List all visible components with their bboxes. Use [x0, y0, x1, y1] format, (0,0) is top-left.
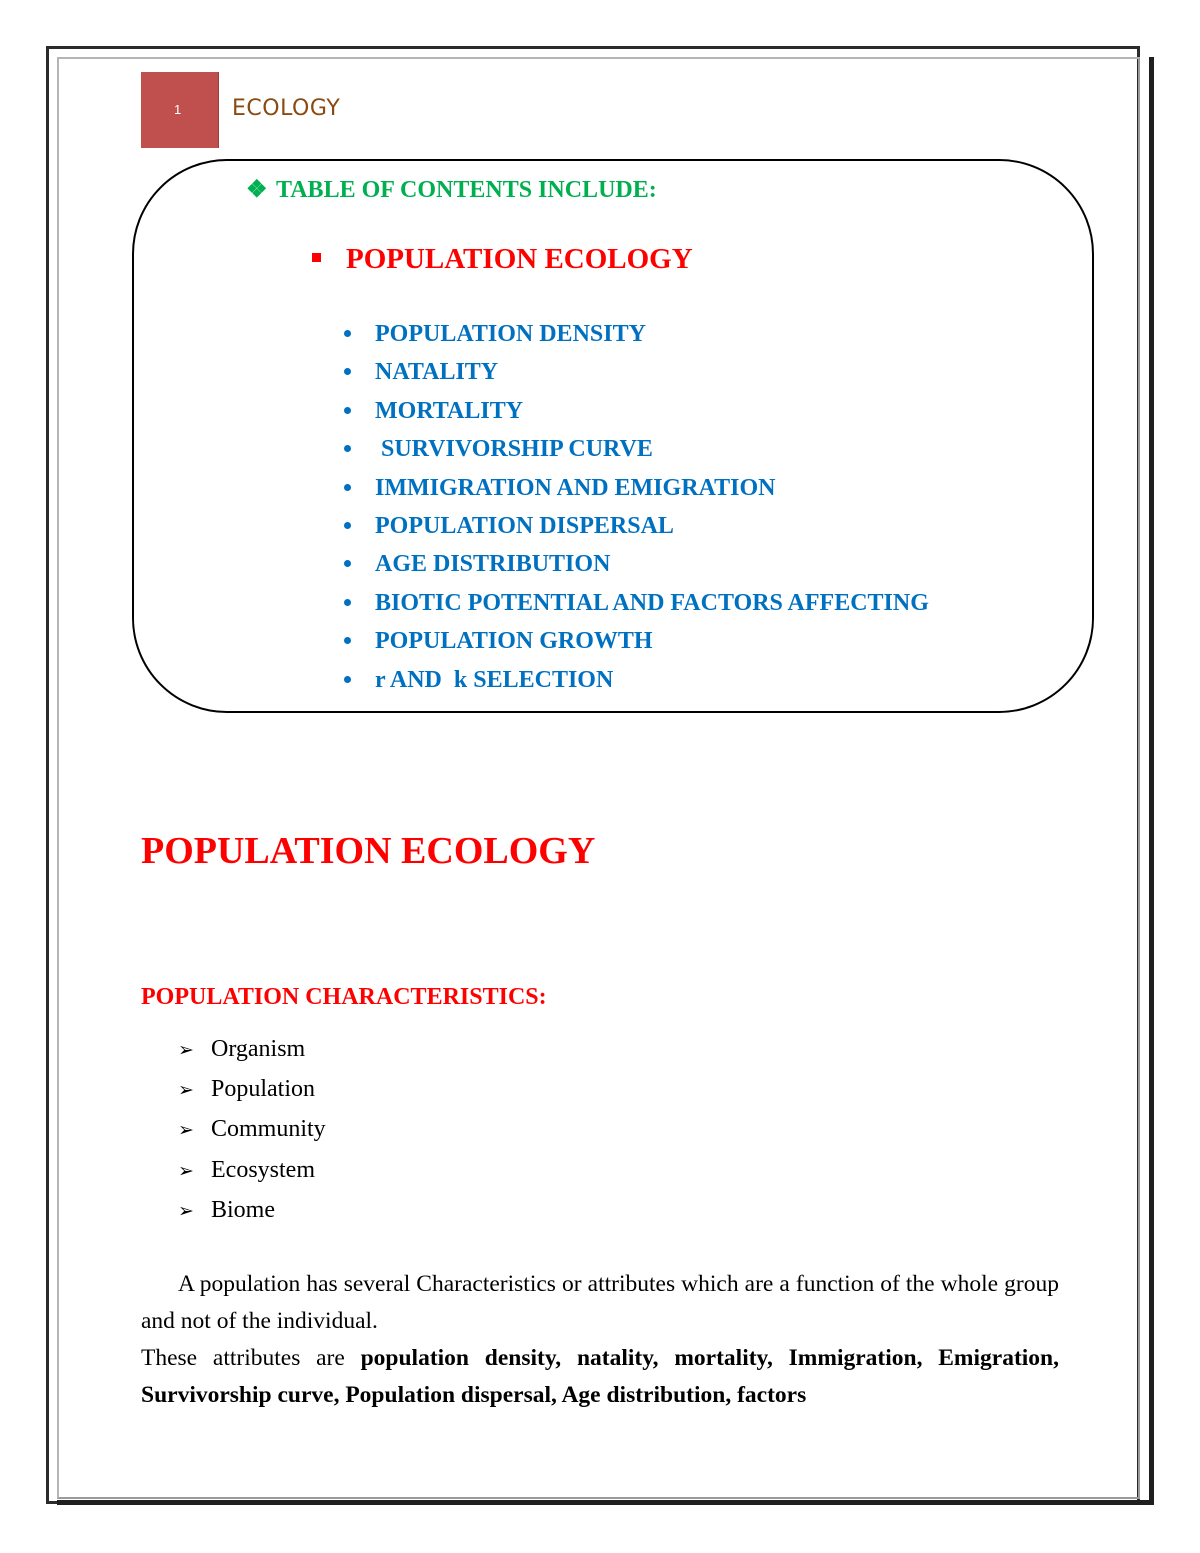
- arrow-bullet-icon: ➢: [178, 1199, 194, 1222]
- bullet-dot-icon: [344, 522, 351, 529]
- bullet-dot-icon: [344, 330, 351, 337]
- paragraph-2-bold: population density, natality, mortality, Immigration, Emigration, Survivorship curve, Population dispersal, Age distribution, factors: [141, 1345, 1059, 1408]
- paragraph-2-lead: These attributes are: [141, 1345, 361, 1371]
- diamond-bullet-icon: ❖: [246, 177, 268, 203]
- characteristics-list: [178, 1034, 326, 1235]
- toc-heading-text: TABLE OF CONTENTS INCLUDE:: [276, 177, 657, 203]
- toc-section: [312, 243, 693, 276]
- bullet-dot-icon: [344, 676, 351, 683]
- paragraph-1: [141, 1266, 1059, 1340]
- page-shadow-bottom: [57, 1500, 1154, 1505]
- toc-item-text: POPULATION DENSITY: [375, 321, 646, 347]
- toc-item-text: IMMIGRATION AND EMIGRATION: [375, 474, 776, 501]
- toc-item-text: SURVIVORSHIP CURVE: [375, 436, 653, 463]
- bullet-dot-icon: [344, 484, 351, 491]
- list-item-text: Population: [211, 1076, 316, 1103]
- toc-item: [344, 472, 929, 510]
- characteristics-heading: POPULATION CHARACTERISTICS:: [141, 984, 547, 1010]
- toc-item: [344, 356, 929, 394]
- toc-item-text: BIOTIC POTENTIAL AND FACTORS AFFECTING: [375, 589, 929, 616]
- arrow-bullet-icon: ➢: [178, 1079, 194, 1102]
- toc-item-text: r AND k SELECTION: [375, 666, 614, 693]
- toc-item: [344, 587, 929, 625]
- list-item: [178, 1155, 326, 1195]
- bullet-dot-icon: [344, 599, 351, 606]
- toc-section-text: POPULATION ECOLOGY: [346, 243, 693, 275]
- bullet-dot-icon: [344, 407, 351, 414]
- list-item: [178, 1195, 326, 1235]
- list-item: [178, 1074, 326, 1114]
- page-title: POPULATION ECOLOGY: [141, 830, 596, 872]
- toc-item: [344, 395, 929, 433]
- toc-item: [344, 510, 929, 548]
- toc-item-text: NATALITY: [375, 359, 499, 386]
- toc-item: [344, 433, 929, 471]
- list-item-text: Community: [211, 1116, 326, 1143]
- toc-item: [344, 664, 929, 702]
- square-bullet-icon: [312, 253, 321, 262]
- paragraph-1-text: A population has several Characteristics or attributes which are a function of the whole group and not of the individual.: [141, 1271, 1059, 1334]
- toc-item: [344, 548, 929, 586]
- page-shadow-right: [1149, 57, 1154, 1504]
- toc-item: [344, 625, 929, 663]
- list-item-text: Ecosystem: [211, 1156, 315, 1183]
- arrow-bullet-icon: ➢: [178, 1119, 194, 1142]
- list-item: [178, 1114, 326, 1154]
- toc-item-text: POPULATION DISPERSAL: [375, 512, 674, 539]
- toc-list: [344, 318, 929, 702]
- toc-item-text: MORTALITY: [375, 397, 524, 424]
- body-paragraphs: [141, 1266, 1059, 1414]
- toc-item-text: POPULATION GROWTH: [375, 628, 653, 655]
- bullet-dot-icon: [344, 445, 351, 452]
- toc-item-text: AGE DISTRIBUTION: [375, 551, 611, 578]
- list-item: [178, 1034, 326, 1074]
- list-item-text: Organism: [211, 1036, 306, 1062]
- bullet-dot-icon: [344, 560, 351, 567]
- paragraph-2: [141, 1340, 1059, 1414]
- bullet-dot-icon: [344, 368, 351, 375]
- page-number: 1: [174, 102, 182, 117]
- bullet-dot-icon: [344, 637, 351, 644]
- header-title: ECOLOGY: [232, 96, 341, 121]
- toc-heading: [246, 175, 657, 204]
- list-item-text: Biome: [211, 1196, 275, 1223]
- arrow-bullet-icon: ➢: [178, 1039, 194, 1061]
- arrow-bullet-icon: ➢: [178, 1159, 194, 1182]
- toc-item: [344, 318, 929, 356]
